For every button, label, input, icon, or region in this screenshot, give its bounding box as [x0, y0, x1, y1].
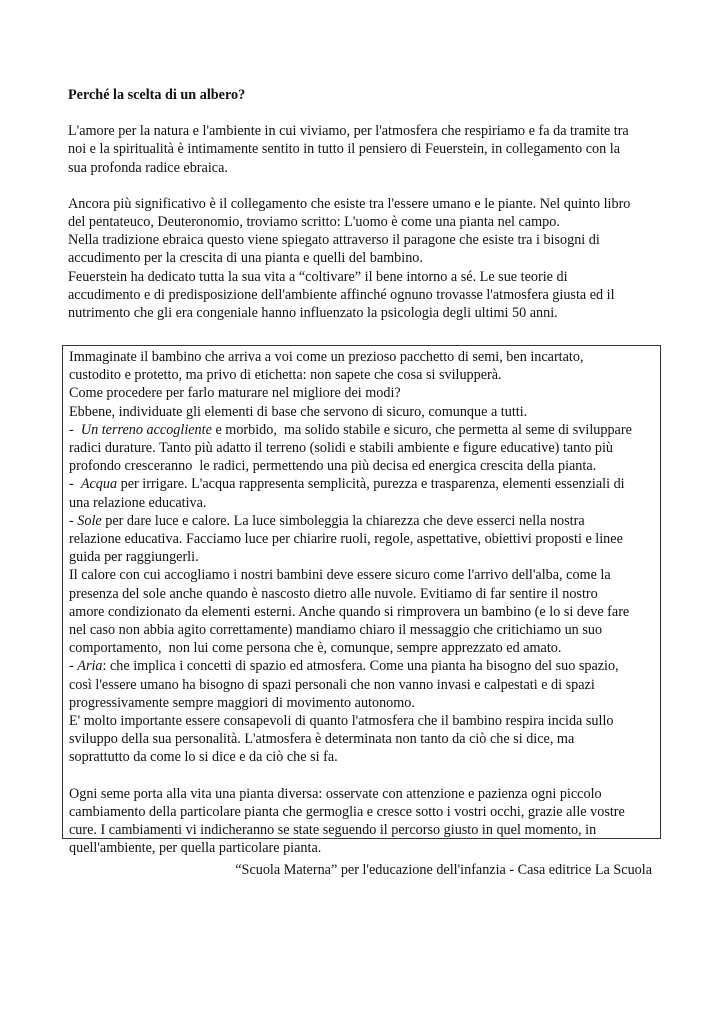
quote-line: Come procedere per farlo maturare nel migliore dei modi? [69, 385, 401, 402]
quote-line: presenza del sole anche quando è nascosto dietro alle nuvole. Evitiamo di far sentire il nostro [69, 585, 598, 602]
text-line: accudimento e di predisposizione dell'ambiente affinché ognuno trovasse l'atmosfera giusta ed il [68, 286, 615, 303]
text-line: noi e la spiritualità è intimamente sentito in tutto il pensiero di Feuerstein, in collegamento con la [68, 141, 620, 158]
quote-line: Il calore con cui accogliamo i nostri bambini deve essere sicuro come l'arrivo dell'alba, come la [69, 567, 611, 584]
term-sole: Sole [77, 512, 102, 529]
quote-text: e morbido, ma solido stabile e sicuro, che permetta al seme di sviluppare [211, 421, 632, 438]
source-credit: “Scuola Materna” per l'educazione dell'infanzia - Casa editrice La Scuola [235, 862, 652, 879]
quote-line: Immaginate il bambino che arriva a voi come un prezioso pacchetto di semi, ben incartato, [69, 349, 584, 365]
quote-text: : che implica i concetti di spazio ed atmosfera. Come una pianta ha bisogno del suo spazio, [102, 658, 619, 675]
quote-line: E' molto importante essere consapevoli di quanto l'atmosfera che il bambino respira incida sullo [69, 713, 614, 730]
quote-line: radici durature. Tanto più adatto il terreno (solidi e stabili ambiente e figure educative) tanto più [69, 440, 613, 457]
quote-line: soprattutto da come lo si dice e da ciò che si fa. [69, 749, 338, 766]
document-title: Perché la scelta di un albero? [68, 87, 246, 103]
bullet-dash: - [69, 421, 81, 438]
quote-line: Ebbene, individuate gli elementi di base che servono di sicuro, comunque a tutti. [69, 403, 528, 420]
quote-line: relazione educativa. Facciamo luce per chiarire ruoli, regole, aspettative, obiettivi proposti e linee [69, 531, 623, 548]
quote-line-terreno [69, 421, 654, 439]
text-line: Nella tradizione ebraica questo viene spiegato attraverso il paragone che esiste tra i bisogni di [68, 232, 600, 249]
text-line: sua profonda radice ebraica. [68, 159, 228, 176]
quote-line: amore condizionato da elementi esterni. Anche quando si rimprovera un bambino (e lo si deve fare [69, 603, 630, 620]
quote-line: così l'essere umano ha bisogno di spazi personali che non vanno invasi e calpestati e di spazi [69, 676, 595, 693]
paragraph-gap [69, 767, 654, 785]
quote-line: progressivamente sempre maggiori di movimento autonomo. [69, 694, 415, 711]
paragraph-feuerstein-nature [68, 122, 663, 177]
text-line: Feuerstein ha dedicato tutta la sua vita a “coltivare” il bene intorno a sé. Le sue teorie di [68, 268, 568, 285]
quote-line: guida per raggiungerli. [69, 549, 199, 566]
quote-box [62, 345, 661, 879]
term-terreno: Un terreno accogliente [80, 421, 212, 438]
paragraph-human-plants [68, 195, 663, 322]
quote-line: comportamento, non lui come persona che è, comunque, sempre apprezzato ed amato. [69, 640, 562, 657]
quote-text: per irrigare. L'acqua rappresenta semplicità, purezza e trasparenza, elementi essenziali di [117, 476, 625, 493]
text-line: L'amore per la natura e l'ambiente in cui viviamo, per l'atmosfera che respiriamo e fa da tramite tra [68, 123, 629, 140]
term-acqua: Acqua [80, 476, 118, 493]
quote-line: nel caso non abbia agito correttamente) mandiamo chiaro il messaggio che critichiamo un suo [69, 622, 603, 639]
quote-text: per dare luce e calore. La luce simboleggia la chiarezza che deve esserci nella nostra [101, 512, 585, 529]
bullet-dash: - [69, 476, 81, 493]
bullet-dash: - [69, 512, 78, 529]
text-line: nutrimento che gli era congeniale hanno influenzato la psicologia degli ultimi 50 anni. [68, 305, 558, 322]
quote-line-acqua [69, 475, 654, 493]
term-aria: Aria [77, 658, 103, 675]
intro-section [68, 86, 663, 340]
text-line: accudimento per la crescita di una pianta e quelli del bambino. [68, 250, 423, 267]
quote-line: cure. I cambiamenti vi indicheranno se state seguendo il percorso giusto in quel momento, in [69, 822, 597, 839]
quote-line: profondo cresceranno le radici, permettendo una più decisa ed energica crescita della pianta. [69, 458, 597, 475]
text-line: Ancora più significativo è il collegamento che esiste tra l'essere umano e le piante. Nel quinto libro [68, 195, 631, 212]
quote-line: custodito e protetto, ma privo di etichetta: non sapete che cosa si svilupperà. [69, 367, 502, 384]
quote-line-sole [69, 512, 654, 530]
quote-line: quell'ambiente, per quella particolare pianta. [69, 840, 322, 857]
text-line: del pentateuco, Deuteronomio, troviamo scritto: L'uomo è come una pianta nel campo. [68, 214, 560, 231]
quote-line-aria [69, 657, 654, 675]
quote-line: una relazione educativa. [69, 494, 207, 511]
quote-line: cambiamento della particolare pianta che germoglia e cresce sotto i vostri occhi, grazie alle vostre [69, 803, 625, 820]
bullet-dash: - [69, 658, 78, 675]
quote-line: sviluppo della sua personalità. L'atmosfera è determinata non tanto da ciò che si dice, ma [69, 731, 575, 748]
quote-line: Ogni seme porta alla vita una pianta diversa: osservate con attenzione e pazienza ogni piccolo [69, 785, 602, 802]
